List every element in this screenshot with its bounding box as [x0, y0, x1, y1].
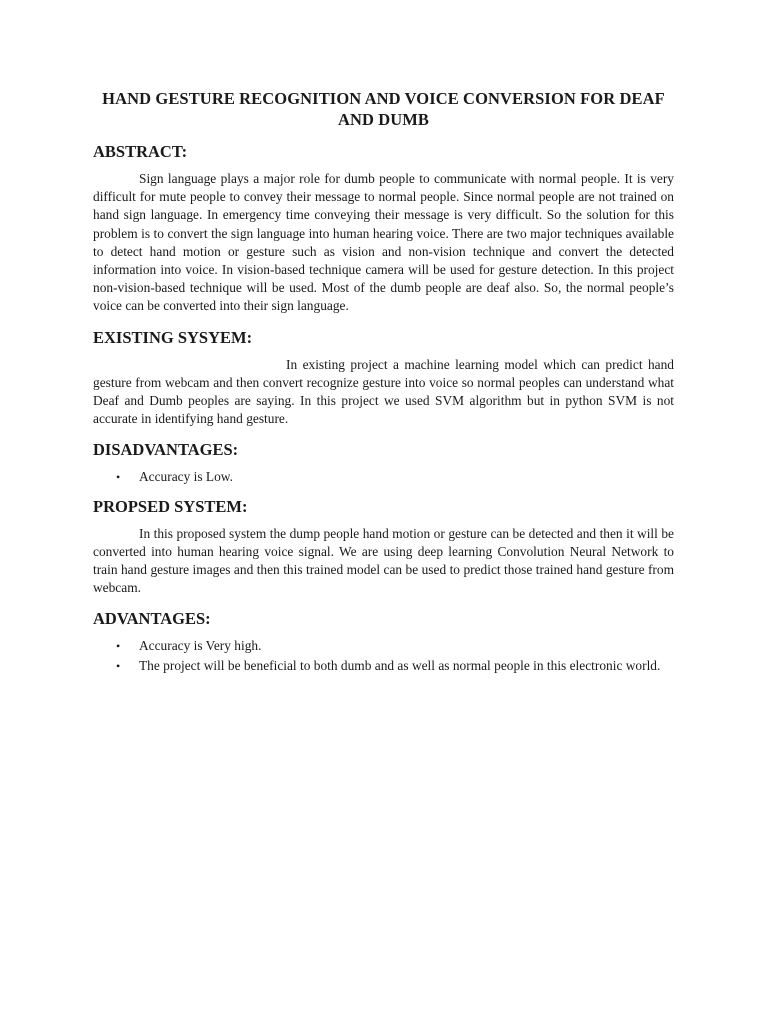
abstract-heading: ABSTRACT: [93, 142, 188, 161]
advantages-heading: ADVANTAGES: [93, 609, 211, 629]
document-page [93, 88, 674, 685]
list-item-text: The project will be beneficial to both dumb and as well as normal people in this electronic world. [139, 657, 661, 673]
document-title: HAND GESTURE RECOGNITION AND VOICE CONVERSION FOR DEAF AND DUMB [102, 89, 665, 129]
advantages-list [93, 637, 674, 674]
list-item [93, 637, 674, 655]
existing-system-text: In existing project a machine learning model which can predict hand gesture from webcam and then convert recognize gesture into voice so normal peoples can understand what Deaf and Dumb peoples are saying. In this project we used SVM algorithm but in python SVM is not accurate in identifying hand gesture. [93, 356, 674, 427]
list-item-text: Accuracy is Low. [139, 469, 233, 485]
disadvantages-heading: DISADVANTAGES: [93, 440, 239, 460]
list-item [93, 657, 674, 675]
list-item [93, 468, 674, 486]
bullet-icon: • [116, 470, 121, 485]
abstract-text: Sign language plays a major role for dumb people to communicate with normal people. It is very difficult for mute people to convey their message to normal people. Since normal people are not trained on hand sign language. In emergency time conveying their message is very difficult. So the solution for this problem is to convert the sign language into human hearing voice. There are two major techniques available to detect hand motion or gesture such as vision and non-vision technique and convert the detected information into voice. In vision-based technique camera will be used for gesture detection. In this project non-vision-based technique will be used. Most of the dumb people are deaf also. So, the normal people’s voice can be converted into their sign language. [93, 171, 674, 314]
existing-system-heading: EXISTING SYSYEM: [93, 327, 253, 347]
disadvantages-list [93, 468, 674, 486]
proposed-system-heading: PROPSED SYSTEM: [93, 496, 248, 516]
bullet-icon: • [116, 639, 121, 654]
proposed-system-text: In this proposed system the dump people hand motion or gesture can be detected and then it will be converted into human hearing voice signal. We are using deep learning Convolution Neural Network to train hand gesture images and then this trained model can be used to predict those trained hand gesture from webcam. [93, 525, 674, 596]
bullet-icon: • [116, 658, 121, 673]
list-item-text: Accuracy is Very high. [139, 638, 262, 654]
